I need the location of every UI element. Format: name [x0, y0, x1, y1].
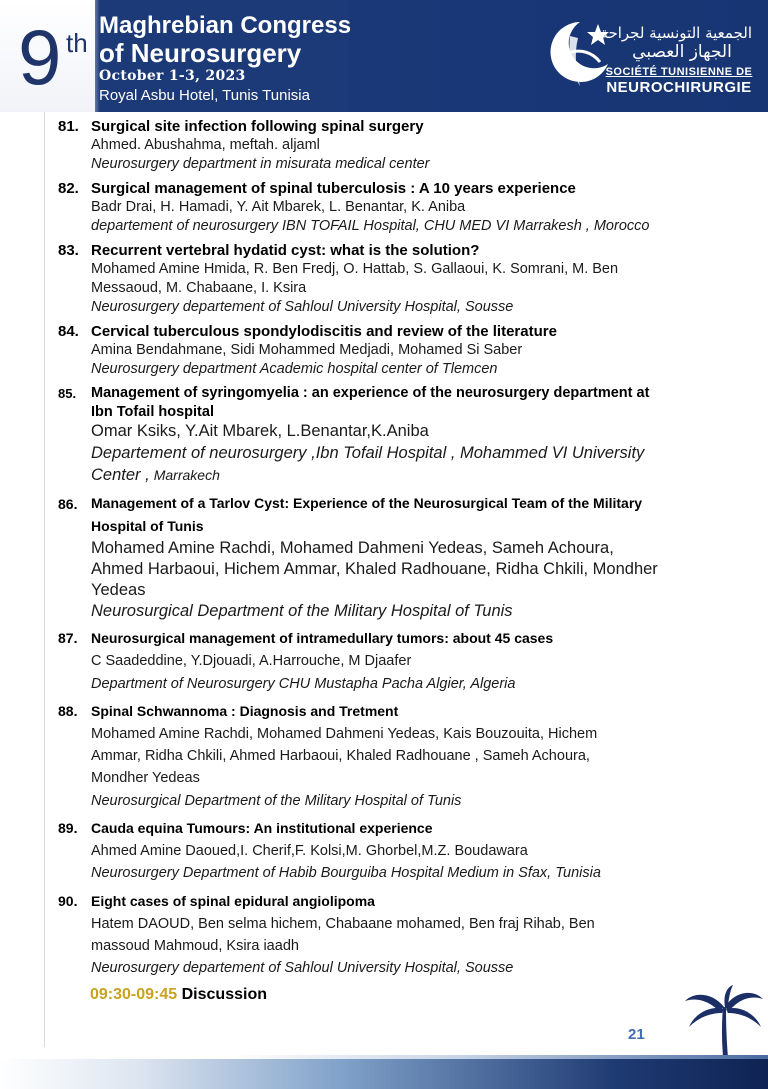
- entry-authors-continued: Ahmed Harbaoui, Hichem Ammar, Khaled Radhouane, Ridha Chkili, Mondher: [91, 560, 658, 578]
- entry-number: 84.: [58, 323, 79, 340]
- discussion-time: 09:30-09:45: [90, 986, 178, 1003]
- abstract-entry-90: [58, 893, 738, 981]
- abstract-entry-89: [58, 820, 738, 886]
- entry-number: 87.: [58, 630, 78, 646]
- congress-title-line2: of Neurosurgery: [99, 38, 302, 68]
- entry-affiliation-city: Marrakech: [153, 467, 220, 483]
- entry-number: 88.: [58, 703, 78, 719]
- society-name-arabic-line2: الجهاز العصبي: [632, 42, 732, 62]
- entry-authors-continued: Ammar, Ridha Chkili, Ahmed Harbaoui, Khaled Radhouane , Sameh Achoura,: [91, 748, 590, 764]
- abstract-entry-88: [58, 703, 738, 813]
- entry-affiliation: Neurosurgery Department of Habib Bourguiba Hospital Medium in Sfax, Tunisia: [91, 865, 601, 881]
- entry-number: 82.: [58, 180, 79, 197]
- society-name-arabic-line1: الجمعية التونسية لجراحة: [600, 24, 752, 42]
- entry-title: Management of a Tarlov Cyst: Experience of the Neurosurgical Team of the Military: [91, 495, 643, 511]
- entry-affiliation: Neurosurgery department Academic hospital center of Tlemcen: [91, 361, 498, 377]
- discussion-label: Discussion: [181, 986, 267, 1003]
- entry-title: Management of syringomyelia : an experience of the neurosurgery department at: [91, 385, 650, 401]
- footer-bar: [0, 1059, 768, 1089]
- entry-affiliation: Neurosurgery departement of Sahloul University Hospital, Sousse: [91, 960, 514, 976]
- society-name-french-line2: NEUROCHIRURGIE: [606, 79, 752, 96]
- entry-affiliation-continued: Center , Marrakech: [91, 466, 220, 484]
- entry-authors-continued: massoud Mahmoud, Ksira iaadh: [91, 938, 299, 954]
- entry-authors: Ahmed. Abushahma, meftah. aljaml: [91, 137, 320, 153]
- abstract-entry-82: [58, 180, 738, 236]
- edition-suffix: th: [66, 28, 88, 58]
- society-name-french-line1: SOCIÉTÉ TUNISIENNE DE: [605, 66, 753, 78]
- entry-authors: Mohamed Amine Hmida, R. Ben Fredj, O. Hattab, S. Gallaoui, K. Somrani, M. Ben: [91, 261, 619, 277]
- discussion-slot: [90, 986, 267, 1004]
- entry-affiliation: Neurosurgical Department of the Military Hospital of Tunis: [91, 793, 462, 809]
- abstract-entry-86: [58, 495, 738, 625]
- entry-number: 83.: [58, 242, 79, 259]
- entry-authors: Ahmed Amine Daoued,I. Cherif,F. Kolsi,M. Ghorbel,M.Z. Boudawara: [91, 843, 528, 859]
- entry-affiliation: Departement of neurosurgery ,Ibn Tofail Hospital , Mohammed VI University: [91, 444, 645, 462]
- page-number: 21: [628, 1026, 645, 1043]
- entry-authors: Amina Bendahmane, Sidi Mohammed Medjadi, Mohamed Si Saber: [91, 342, 523, 358]
- abstract-entry-81: [58, 118, 738, 174]
- entry-authors: C Saadeddine, Y.Djouadi, A.Harrouche, M Djaafer: [91, 653, 412, 669]
- entry-number: 85.: [58, 386, 77, 401]
- abstract-entry-84: [58, 323, 738, 379]
- entry-title-continued: Ibn Tofail hospital: [91, 404, 214, 420]
- entry-authors-continued: Messaoud, M. Chabaane, I. Ksira: [91, 280, 307, 296]
- edition-number: 9: [18, 13, 62, 101]
- entry-title: Surgical site infection following spinal surgery: [91, 118, 424, 135]
- entry-title: Eight cases of spinal epidural angiolipoma: [91, 893, 375, 909]
- abstract-entry-85: [58, 385, 738, 487]
- entry-authors: Mohamed Amine Rachdi, Mohamed Dahmeni Yedeas, Kais Bouzouita, Hichem: [91, 726, 598, 742]
- entry-number: 89.: [58, 820, 78, 836]
- congress-venue: Royal Asbu Hotel, Tunis Tunisia: [99, 87, 310, 104]
- entry-authors: Hatem DAOUD, Ben selma hichem, Chabaane mohamed, Ben fraj Rihab, Ben: [91, 916, 595, 932]
- entry-authors-continued: Yedeas: [91, 581, 146, 599]
- page-header: [0, 0, 768, 112]
- congress-dates: October 1-3, 2023: [99, 68, 246, 84]
- entry-authors: Mohamed Amine Rachdi, Mohamed Dahmeni Yedeas, Sameh Achoura,: [91, 539, 614, 557]
- congress-title-line1: Maghrebian Congress: [99, 12, 352, 39]
- entry-title: Neurosurgical management of intramedullary tumors: about 45 cases: [91, 630, 554, 646]
- entry-authors: Badr Drai, H. Hamadi, Y. Ait Mbarek, L. Benantar, K. Aniba: [91, 199, 466, 215]
- left-margin-rule: [44, 112, 45, 1047]
- entry-affiliation: departement of neurosurgery IBN TOFAIL Hospital, CHU MED VI Marrakesh , Morocco: [91, 218, 650, 234]
- entry-number: 86.: [58, 496, 78, 512]
- entry-title: Cervical tuberculous spondylodiscitis and review of the literature: [91, 323, 557, 340]
- entry-title: Recurrent vertebral hydatid cyst: what is the solution?: [91, 242, 480, 259]
- entry-title: Cauda equina Tumours: An institutional experience: [91, 820, 433, 836]
- abstract-entry-87: [58, 630, 738, 696]
- entry-affiliation: Neurosurgery departement of Sahloul University Hospital, Sousse: [91, 299, 514, 315]
- entry-title: Spinal Schwannoma : Diagnosis and Tretment: [91, 703, 399, 719]
- abstract-entry-83: [58, 242, 738, 318]
- entry-affiliation: Department of Neurosurgery CHU Mustapha Pacha Algier, Algeria: [91, 676, 516, 692]
- entry-authors: Omar Ksiks, Y.Ait Mbarek, L.Benantar,K.Aniba: [91, 422, 429, 440]
- entry-title: Surgical management of spinal tuberculosis : A 10 years experience: [91, 180, 576, 197]
- entry-authors-continued: Mondher Yedeas: [91, 770, 200, 786]
- entry-title-continued: Hospital of Tunis: [91, 518, 204, 534]
- entry-number: 90.: [58, 893, 78, 909]
- entry-number: 81.: [58, 118, 79, 135]
- entry-affiliation: Neurosurgery department in misurata medical center: [91, 156, 430, 172]
- entry-affiliation: Neurosurgical Department of the Military Hospital of Tunis: [91, 602, 513, 620]
